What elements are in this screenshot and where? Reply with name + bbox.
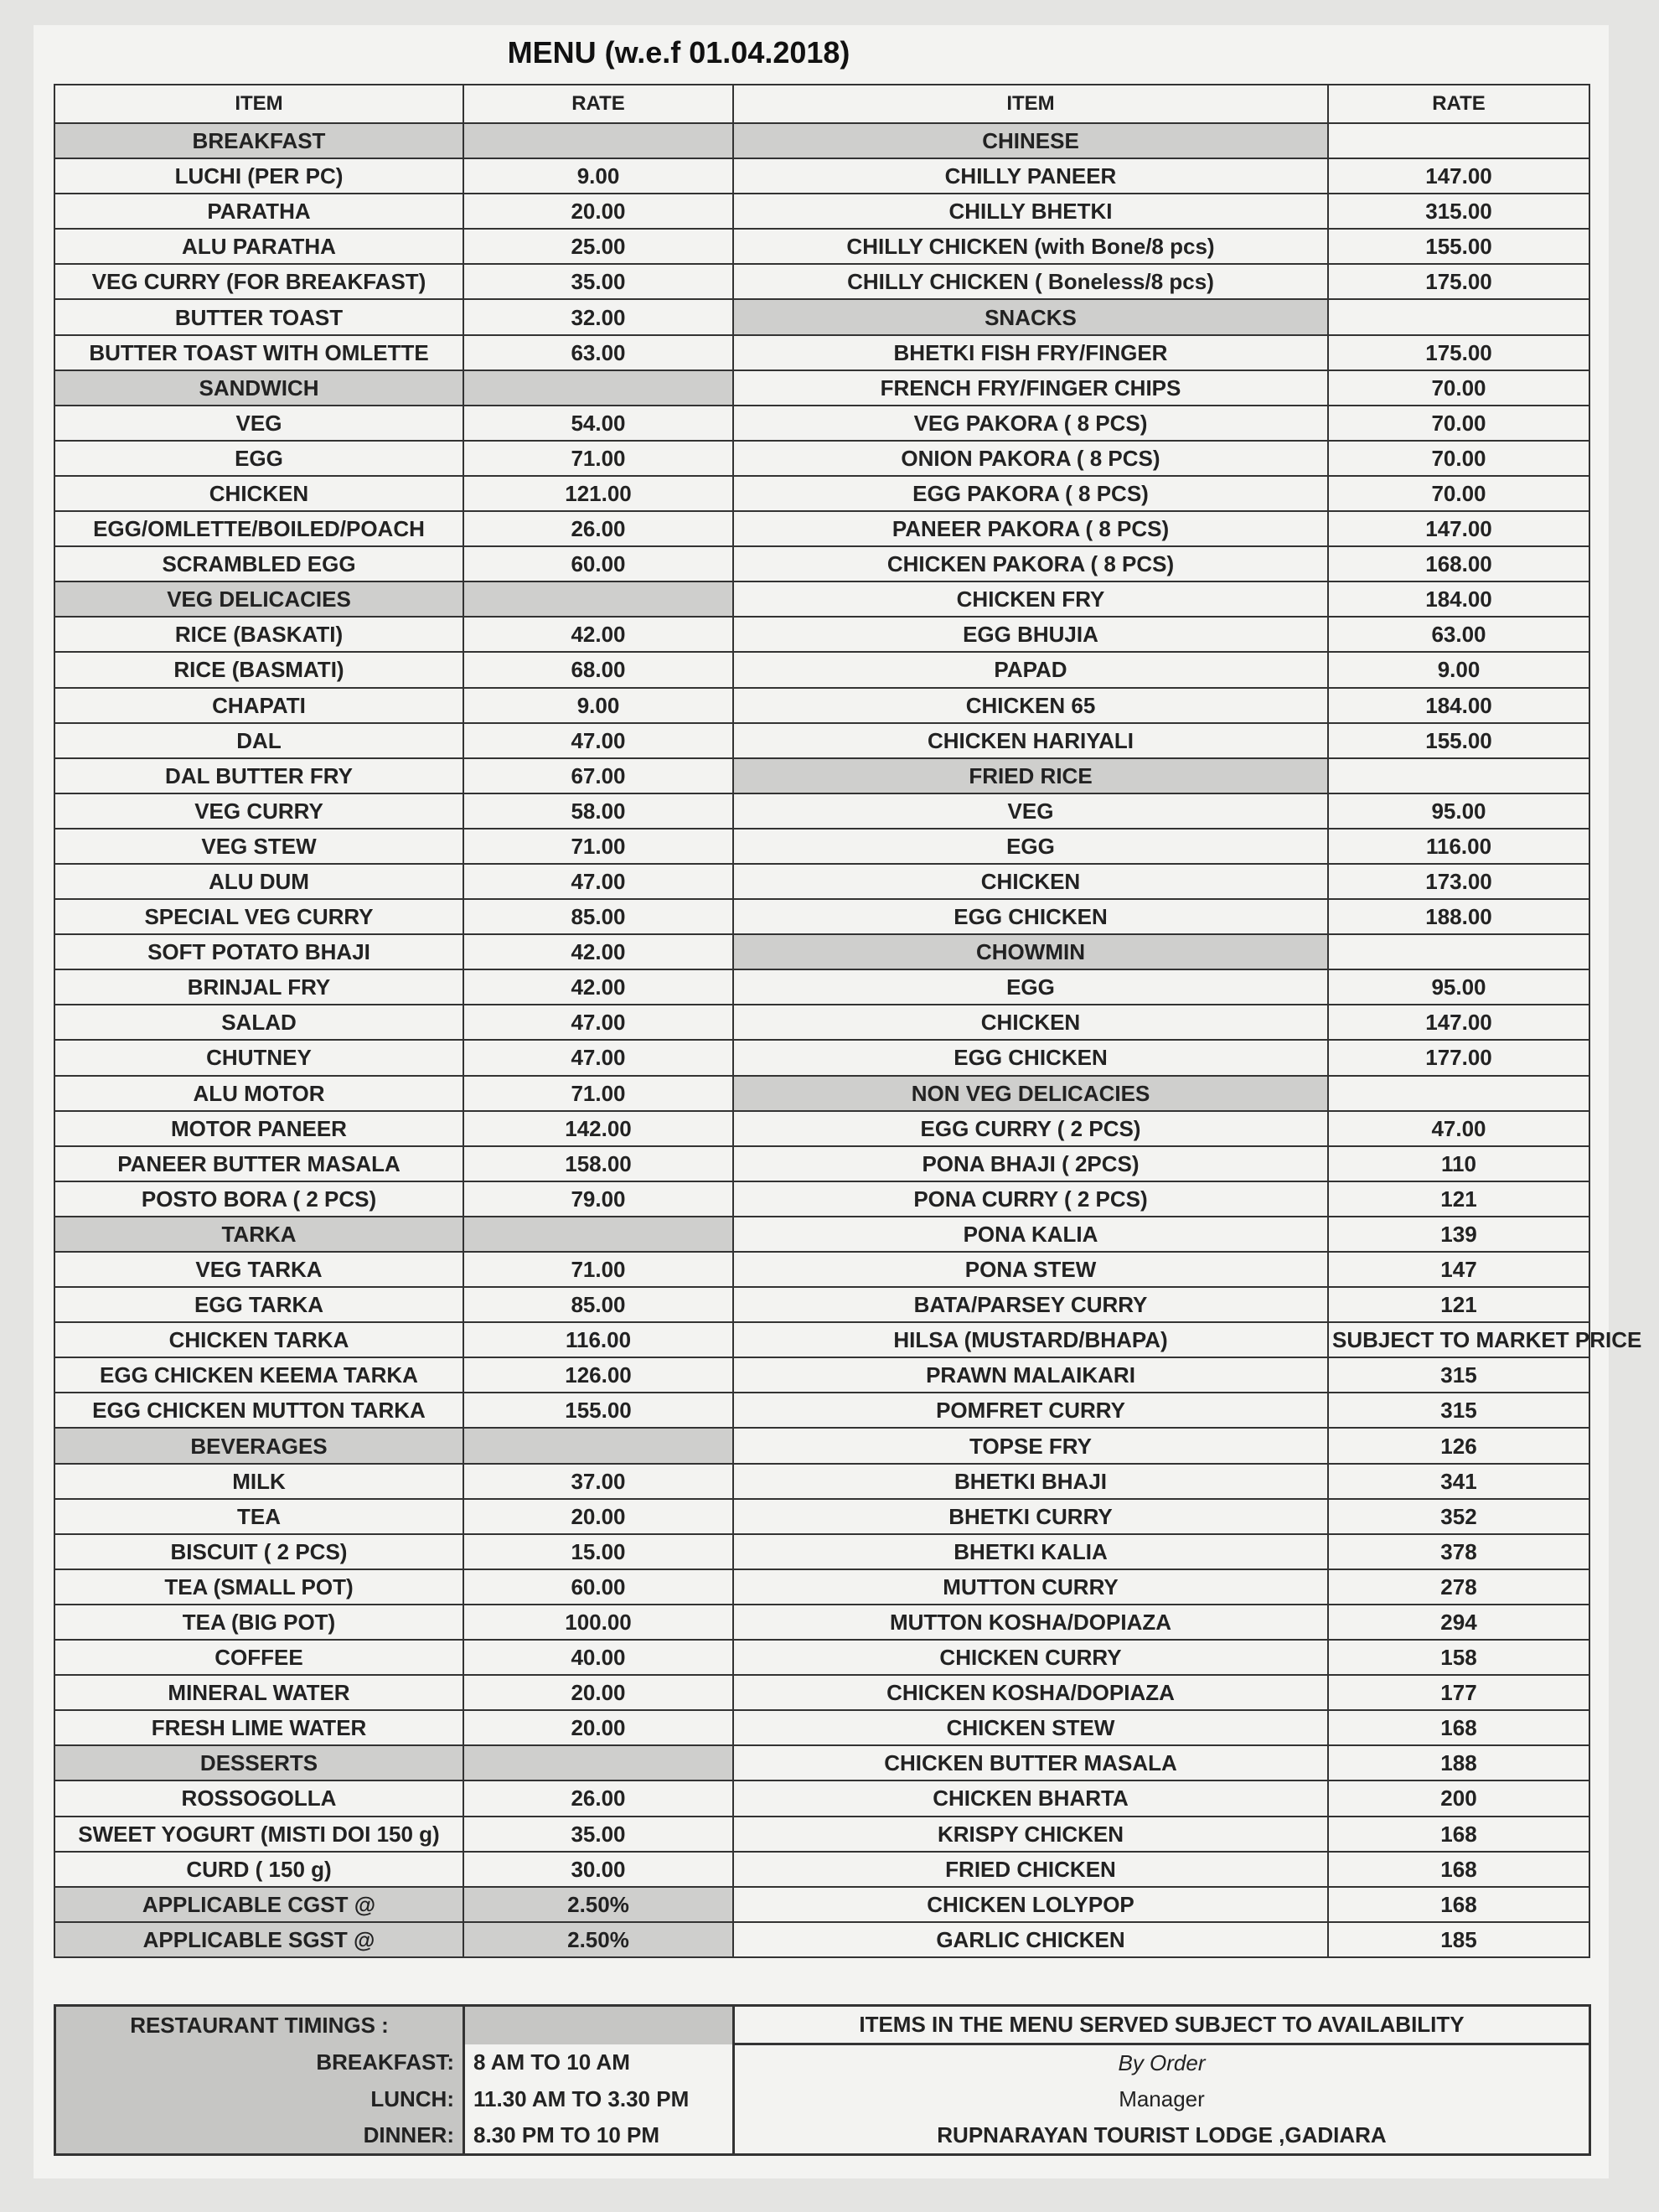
right-section-rate-blank <box>1328 123 1589 158</box>
menu-row <box>54 1181 1589 1217</box>
right-item-rate: 155.00 <box>1328 723 1589 758</box>
left-item-name: PARATHA <box>54 194 463 229</box>
menu-row <box>54 1146 1589 1181</box>
right-item-rate: 63.00 <box>1328 617 1589 652</box>
right-item-name: POMFRET CURRY <box>733 1393 1328 1428</box>
right-item-rate: 147 <box>1328 1252 1589 1287</box>
header-row <box>54 85 1589 123</box>
right-item-rate: 352 <box>1328 1499 1589 1534</box>
right-section-rate-blank <box>1328 1076 1589 1111</box>
right-item-rate: 168.00 <box>1328 546 1589 581</box>
left-section-rate-blank <box>463 370 733 406</box>
right-item-rate: 110 <box>1328 1146 1589 1181</box>
left-item-name: TEA (BIG POT) <box>54 1605 463 1640</box>
right-item-rate: 177.00 <box>1328 1040 1589 1075</box>
left-item-name: SALAD <box>54 1005 463 1040</box>
left-item-rate: 42.00 <box>463 969 733 1005</box>
lodge-name: RUPNARAYAN TOURIST LODGE ,GADIARA <box>734 2117 1590 2155</box>
right-item-rate: 95.00 <box>1328 969 1589 1005</box>
right-item-name: EGG BHUJIA <box>733 617 1328 652</box>
right-item-name: BHETKI FISH FRY/FINGER <box>733 335 1328 370</box>
breakfast-label: BREAKFAST: <box>55 2044 464 2082</box>
left-item-header: ITEM <box>54 85 463 123</box>
right-item-rate: 185 <box>1328 1922 1589 1957</box>
right-item-name: CHICKEN BHARTA <box>733 1780 1328 1816</box>
left-item-rate: 47.00 <box>463 1005 733 1040</box>
right-item-name: CHICKEN FRY <box>733 581 1328 617</box>
right-item-rate: 184.00 <box>1328 688 1589 723</box>
right-item-name: CHICKEN <box>733 1005 1328 1040</box>
left-item-rate: 37.00 <box>463 1464 733 1499</box>
left-item-name: TEA <box>54 1499 463 1534</box>
left-item-rate: 126.00 <box>463 1357 733 1393</box>
right-item-name: PONA KALIA <box>733 1217 1328 1252</box>
right-item-name: CHICKEN LOLYPOP <box>733 1887 1328 1922</box>
menu-row <box>54 1217 1589 1252</box>
right-item-rate: 315.00 <box>1328 194 1589 229</box>
right-item-name: CHICKEN HARIYALI <box>733 723 1328 758</box>
menu-row <box>54 158 1589 194</box>
right-item-rate: 175.00 <box>1328 335 1589 370</box>
left-item-name: SCRAMBLED EGG <box>54 546 463 581</box>
left-item-rate: 32.00 <box>463 299 733 334</box>
left-item-rate: 79.00 <box>463 1181 733 1217</box>
left-section-heading: BREAKFAST <box>54 123 463 158</box>
right-item-rate: 184.00 <box>1328 581 1589 617</box>
dinner-time: 8.30 PM TO 10 PM <box>473 2122 660 2147</box>
manager: Manager <box>734 2081 1590 2117</box>
menu-row <box>54 864 1589 899</box>
left-item-name: VEG <box>54 406 463 441</box>
left-item-rate: 60.00 <box>463 1569 733 1605</box>
left-item-rate: 26.00 <box>463 511 733 546</box>
right-item-rate: 188.00 <box>1328 899 1589 934</box>
right-item-rate: 9.00 <box>1328 652 1589 687</box>
left-item-rate: 47.00 <box>463 723 733 758</box>
left-item-rate: 85.00 <box>463 899 733 934</box>
right-item-rate: 70.00 <box>1328 406 1589 441</box>
right-item-name: HILSA (MUSTARD/BHAPA) <box>733 1322 1328 1357</box>
right-item-rate: 175.00 <box>1328 264 1589 299</box>
left-item-name: BUTTER TOAST WITH OMLETTE <box>54 335 463 370</box>
right-section-heading: NON VEG DELICACIES <box>733 1076 1328 1111</box>
menu-row <box>54 1393 1589 1428</box>
menu-row <box>54 1076 1589 1111</box>
right-item-name: FRIED CHICKEN <box>733 1852 1328 1887</box>
right-item-rate: 168 <box>1328 1710 1589 1745</box>
right-item-rate: 70.00 <box>1328 370 1589 406</box>
menu-row <box>54 1675 1589 1710</box>
right-section-rate-blank <box>1328 299 1589 334</box>
right-item-name: PAPAD <box>733 652 1328 687</box>
right-item-name: KRISPY CHICKEN <box>733 1817 1328 1852</box>
left-item-name: COFFEE <box>54 1640 463 1675</box>
right-item-name: BHETKI BHAJI <box>733 1464 1328 1499</box>
right-item-rate: 155.00 <box>1328 229 1589 264</box>
left-section-heading: TARKA <box>54 1217 463 1252</box>
right-item-rate: 139 <box>1328 1217 1589 1252</box>
timings-label: RESTAURANT TIMINGS : <box>55 2006 464 2044</box>
left-item-rate: 47.00 <box>463 1040 733 1075</box>
menu-row <box>54 123 1589 158</box>
tax-label: APPLICABLE SGST @ <box>54 1922 463 1957</box>
left-section-rate-blank <box>463 1745 733 1780</box>
left-item-name: MOTOR PANEER <box>54 1111 463 1146</box>
left-item-rate: 71.00 <box>463 441 733 476</box>
availability-note: ITEMS IN THE MENU SERVED SUBJECT TO AVAILABILITY <box>734 2006 1590 2044</box>
right-section-rate-blank <box>1328 934 1589 969</box>
left-item-name: RICE (BASKATI) <box>54 617 463 652</box>
left-item-rate: 20.00 <box>463 1710 733 1745</box>
right-item-rate: 315 <box>1328 1393 1589 1428</box>
left-item-rate: 60.00 <box>463 546 733 581</box>
menu-row <box>54 1357 1589 1393</box>
menu-row <box>54 1817 1589 1852</box>
menu-row <box>54 1322 1589 1357</box>
left-item-name: EGG/OMLETTE/BOILED/POACH <box>54 511 463 546</box>
right-section-heading: CHINESE <box>733 123 1328 158</box>
right-item-name: BHETKI CURRY <box>733 1499 1328 1534</box>
left-item-name: EGG CHICKEN MUTTON TARKA <box>54 1393 463 1428</box>
left-item-rate: 71.00 <box>463 829 733 864</box>
left-item-name: MINERAL WATER <box>54 1675 463 1710</box>
right-item-name: PONA BHAJI ( 2PCS) <box>733 1146 1328 1181</box>
right-section-heading: FRIED RICE <box>733 758 1328 793</box>
right-item-name: PONA STEW <box>733 1252 1328 1287</box>
left-item-rate: 100.00 <box>463 1605 733 1640</box>
right-item-rate: 47.00 <box>1328 1111 1589 1146</box>
right-item-name: FRENCH FRY/FINGER CHIPS <box>733 370 1328 406</box>
right-item-name: EGG CHICKEN <box>733 899 1328 934</box>
right-item-name: BHETKI KALIA <box>733 1534 1328 1569</box>
right-item-name: CHICKEN STEW <box>733 1710 1328 1745</box>
left-item-rate: 35.00 <box>463 264 733 299</box>
left-item-rate: 68.00 <box>463 652 733 687</box>
left-item-name: CHAPATI <box>54 688 463 723</box>
menu-row <box>54 335 1589 370</box>
right-item-rate: 188 <box>1328 1745 1589 1780</box>
left-item-name: DAL BUTTER FRY <box>54 758 463 793</box>
menu-row <box>54 829 1589 864</box>
left-item-name: LUCHI (PER PC) <box>54 158 463 194</box>
left-item-name: ALU PARATHA <box>54 229 463 264</box>
menu-row <box>54 1111 1589 1146</box>
left-item-name: POSTO BORA ( 2 PCS) <box>54 1181 463 1217</box>
left-item-rate: 155.00 <box>463 1393 733 1428</box>
left-item-rate: 26.00 <box>463 1780 733 1816</box>
tax-rate: 2.50% <box>463 1922 733 1957</box>
menu-row <box>54 1745 1589 1780</box>
right-item-rate: 147.00 <box>1328 511 1589 546</box>
left-section-heading: BEVERAGES <box>54 1428 463 1463</box>
right-item-rate: 116.00 <box>1328 829 1589 864</box>
right-item-name: VEG PAKORA ( 8 PCS) <box>733 406 1328 441</box>
right-item-rate: 200 <box>1328 1780 1589 1816</box>
right-item-name: PRAWN MALAIKARI <box>733 1357 1328 1393</box>
left-item-name: RICE (BASMATI) <box>54 652 463 687</box>
page-title: MENU (w.e.f 01.04.2018) <box>507 35 850 70</box>
menu-row <box>54 1005 1589 1040</box>
left-item-name: ALU DUM <box>54 864 463 899</box>
menu-row <box>54 1252 1589 1287</box>
left-item-name: VEG CURRY (FOR BREAKFAST) <box>54 264 463 299</box>
left-item-rate: 85.00 <box>463 1287 733 1322</box>
right-section-heading: CHOWMIN <box>733 934 1328 969</box>
menu-row <box>54 1428 1589 1463</box>
menu-row <box>54 1534 1589 1569</box>
left-section-heading: VEG DELICACIES <box>54 581 463 617</box>
right-item-name: CHICKEN <box>733 864 1328 899</box>
menu-row <box>54 723 1589 758</box>
menu-row <box>54 688 1589 723</box>
left-item-name: VEG CURRY <box>54 793 463 829</box>
menu-row <box>54 652 1589 687</box>
left-item-name: MILK <box>54 1464 463 1499</box>
left-item-name: BISCUIT ( 2 PCS) <box>54 1534 463 1569</box>
menu-row <box>54 1040 1589 1075</box>
menu-row <box>54 934 1589 969</box>
menu-row <box>54 1640 1589 1675</box>
menu-row <box>54 441 1589 476</box>
left-item-rate: 71.00 <box>463 1252 733 1287</box>
right-item-name: CHILLY PANEER <box>733 158 1328 194</box>
left-item-rate: 63.00 <box>463 335 733 370</box>
right-item-name: EGG PAKORA ( 8 PCS) <box>733 476 1328 511</box>
menu-row <box>54 1464 1589 1499</box>
footer-table <box>54 2004 1591 2156</box>
right-item-name: CHICKEN KOSHA/DOPIAZA <box>733 1675 1328 1710</box>
lunch-label: LUNCH: <box>55 2081 464 2117</box>
right-item-name: GARLIC CHICKEN <box>733 1922 1328 1957</box>
left-item-name: CHICKEN TARKA <box>54 1322 463 1357</box>
menu-row <box>54 476 1589 511</box>
by-order: By Order <box>734 2044 1590 2082</box>
left-section-rate-blank <box>463 581 733 617</box>
menu-table <box>54 84 1642 1958</box>
right-item-rate: 126 <box>1328 1428 1589 1463</box>
menu-row <box>54 299 1589 334</box>
menu-row <box>54 194 1589 229</box>
left-item-rate: 20.00 <box>463 1675 733 1710</box>
left-section-rate-blank <box>463 1428 733 1463</box>
right-item-name: CHILLY BHETKI <box>733 194 1328 229</box>
left-item-name: BRINJAL FRY <box>54 969 463 1005</box>
left-item-name: SOFT POTATO BHAJI <box>54 934 463 969</box>
right-item-name: ONION PAKORA ( 8 PCS) <box>733 441 1328 476</box>
left-item-name: CURD ( 150 g) <box>54 1852 463 1887</box>
left-item-rate: 42.00 <box>463 934 733 969</box>
left-item-rate: 54.00 <box>463 406 733 441</box>
menu-row <box>54 370 1589 406</box>
right-item-rate: 168 <box>1328 1887 1589 1922</box>
right-rate-header: RATE <box>1328 85 1589 123</box>
right-item-name: CHICKEN 65 <box>733 688 1328 723</box>
left-item-rate: 121.00 <box>463 476 733 511</box>
dinner-label: DINNER: <box>55 2117 464 2155</box>
left-item-rate: 35.00 <box>463 1817 733 1852</box>
right-item-name: CHILLY CHICKEN (with Bone/8 pcs) <box>733 229 1328 264</box>
menu-row <box>54 1710 1589 1745</box>
right-item-rate: 294 <box>1328 1605 1589 1640</box>
left-section-rate-blank <box>463 1217 733 1252</box>
menu-row <box>54 511 1589 546</box>
right-item-rate: SUBJECT TO MARKET PRICE <box>1328 1322 1589 1357</box>
left-item-name: VEG STEW <box>54 829 463 864</box>
right-item-rate: 168 <box>1328 1852 1589 1887</box>
left-item-name: TEA (SMALL POT) <box>54 1569 463 1605</box>
right-item-rate: 177 <box>1328 1675 1589 1710</box>
right-item-rate: 147.00 <box>1328 1005 1589 1040</box>
left-item-rate: 30.00 <box>463 1852 733 1887</box>
menu-row <box>54 1605 1589 1640</box>
left-item-rate: 9.00 <box>463 688 733 723</box>
right-item-name: CHICKEN BUTTER MASALA <box>733 1745 1328 1780</box>
menu-row <box>54 1499 1589 1534</box>
left-item-name: ROSSOGOLLA <box>54 1780 463 1816</box>
right-item-rate: 121 <box>1328 1287 1589 1322</box>
left-item-name: ALU MOTOR <box>54 1076 463 1111</box>
right-item-rate: 378 <box>1328 1534 1589 1569</box>
right-item-name: MUTTON CURRY <box>733 1569 1328 1605</box>
menu-row <box>54 406 1589 441</box>
left-item-name: CHICKEN <box>54 476 463 511</box>
right-item-rate: 147.00 <box>1328 158 1589 194</box>
right-section-rate-blank <box>1328 758 1589 793</box>
menu-row <box>54 1887 1589 1922</box>
right-item-name: TOPSE FRY <box>733 1428 1328 1463</box>
left-item-rate: 9.00 <box>463 158 733 194</box>
left-item-name: EGG CHICKEN KEEMA TARKA <box>54 1357 463 1393</box>
right-item-rate: 70.00 <box>1328 441 1589 476</box>
left-rate-header: RATE <box>463 85 733 123</box>
left-item-name: EGG <box>54 441 463 476</box>
left-item-name: VEG TARKA <box>54 1252 463 1287</box>
tax-rate: 2.50% <box>463 1887 733 1922</box>
left-item-name: SPECIAL VEG CURRY <box>54 899 463 934</box>
right-section-heading: SNACKS <box>733 299 1328 334</box>
menu-row <box>54 793 1589 829</box>
menu-row <box>54 1569 1589 1605</box>
right-item-rate: 278 <box>1328 1569 1589 1605</box>
left-item-name: SWEET YOGURT (MISTI DOI 150 g) <box>54 1817 463 1852</box>
right-item-rate: 70.00 <box>1328 476 1589 511</box>
lunch-time: 11.30 AM TO 3.30 PM <box>473 2086 690 2111</box>
menu-row <box>54 617 1589 652</box>
left-item-rate: 116.00 <box>463 1322 733 1357</box>
left-section-heading: SANDWICH <box>54 370 463 406</box>
right-item-name: VEG <box>733 793 1328 829</box>
menu-row <box>54 899 1589 934</box>
left-item-rate: 47.00 <box>463 864 733 899</box>
left-item-rate: 158.00 <box>463 1146 733 1181</box>
menu-row <box>54 546 1589 581</box>
right-item-rate: 168 <box>1328 1817 1589 1852</box>
right-item-rate: 95.00 <box>1328 793 1589 829</box>
left-item-rate: 20.00 <box>463 194 733 229</box>
left-item-rate: 25.00 <box>463 229 733 264</box>
right-item-name: PONA CURRY ( 2 PCS) <box>733 1181 1328 1217</box>
menu-row <box>54 581 1589 617</box>
menu-row <box>54 758 1589 793</box>
right-item-name: EGG CURRY ( 2 PCS) <box>733 1111 1328 1146</box>
left-item-name: CHUTNEY <box>54 1040 463 1075</box>
right-item-name: PANEER PAKORA ( 8 PCS) <box>733 511 1328 546</box>
menu-row <box>54 1287 1589 1322</box>
menu-row <box>54 229 1589 264</box>
right-item-name: EGG <box>733 969 1328 1005</box>
menu-row <box>54 1922 1589 1957</box>
right-item-rate: 315 <box>1328 1357 1589 1393</box>
right-item-name: MUTTON KOSHA/DOPIAZA <box>733 1605 1328 1640</box>
menu-row <box>54 1852 1589 1887</box>
left-section-rate-blank <box>463 123 733 158</box>
right-item-name: EGG <box>733 829 1328 864</box>
left-item-rate: 71.00 <box>463 1076 733 1111</box>
menu-row <box>54 264 1589 299</box>
right-item-rate: 341 <box>1328 1464 1589 1499</box>
right-item-name: CHICKEN PAKORA ( 8 PCS) <box>733 546 1328 581</box>
tax-label: APPLICABLE CGST @ <box>54 1887 463 1922</box>
right-item-rate: 173.00 <box>1328 864 1589 899</box>
left-item-rate: 142.00 <box>463 1111 733 1146</box>
right-item-name: EGG CHICKEN <box>733 1040 1328 1075</box>
left-item-name: FRESH LIME WATER <box>54 1710 463 1745</box>
right-item-name: CHILLY CHICKEN ( Boneless/8 pcs) <box>733 264 1328 299</box>
right-item-name: BATA/PARSEY CURRY <box>733 1287 1328 1322</box>
left-item-rate: 20.00 <box>463 1499 733 1534</box>
right-item-name: CHICKEN CURRY <box>733 1640 1328 1675</box>
menu-row <box>54 969 1589 1005</box>
menu-row <box>54 1780 1589 1816</box>
right-item-rate: 121 <box>1328 1181 1589 1217</box>
left-item-rate: 15.00 <box>463 1534 733 1569</box>
left-item-rate: 42.00 <box>463 617 733 652</box>
left-item-name: BUTTER TOAST <box>54 299 463 334</box>
left-item-name: PANEER BUTTER MASALA <box>54 1146 463 1181</box>
left-item-name: DAL <box>54 723 463 758</box>
right-item-rate: 158 <box>1328 1640 1589 1675</box>
left-section-heading: DESSERTS <box>54 1745 463 1780</box>
breakfast-time: 8 AM TO 10 AM <box>473 2049 630 2075</box>
left-item-name: EGG TARKA <box>54 1287 463 1322</box>
left-item-rate: 67.00 <box>463 758 733 793</box>
left-item-rate: 40.00 <box>463 1640 733 1675</box>
left-item-rate: 58.00 <box>463 793 733 829</box>
right-item-header: ITEM <box>733 85 1328 123</box>
